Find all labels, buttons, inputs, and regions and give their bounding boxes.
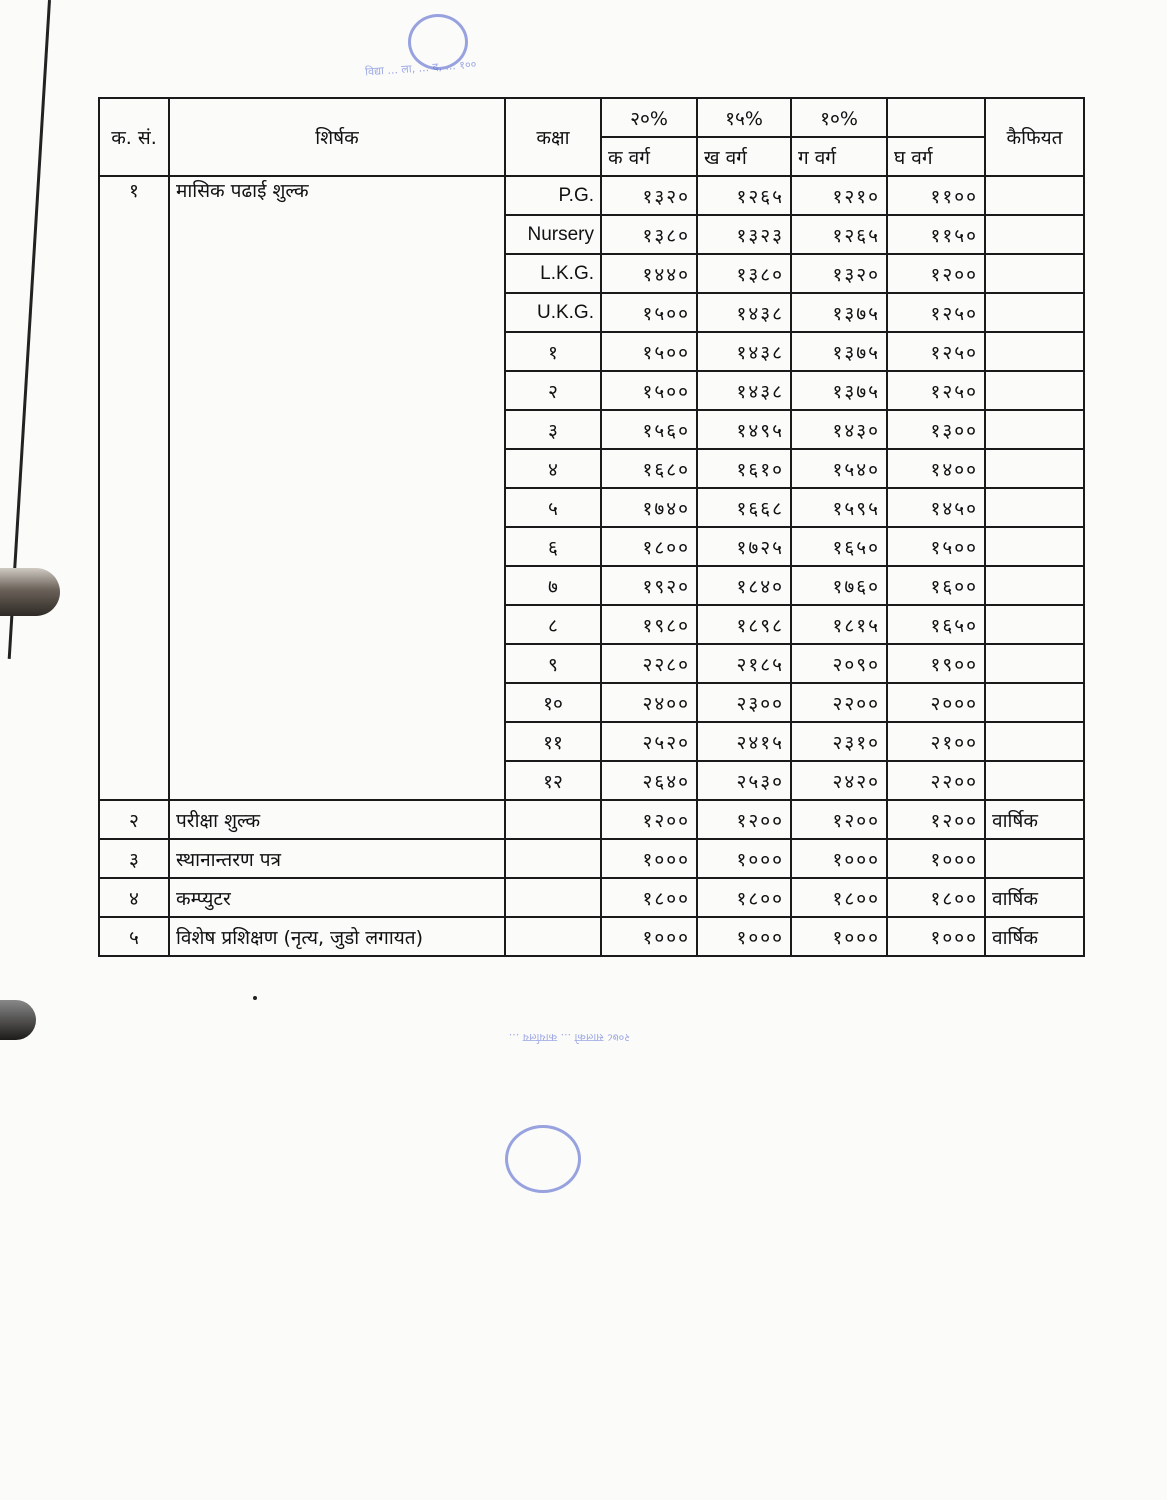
- fee-cell: १८१५: [791, 605, 887, 644]
- row-class: ९: [505, 644, 601, 683]
- row-sn: १: [99, 176, 169, 800]
- fee-cell: १२००: [601, 800, 697, 839]
- fee-cell: १६५०: [887, 605, 985, 644]
- fee-table: [98, 97, 1085, 957]
- fee-cell: १२००: [791, 800, 887, 839]
- fee-table-body: [99, 176, 1084, 956]
- fee-cell: १५९५: [791, 488, 887, 527]
- ink-dot: [253, 996, 257, 1000]
- header-group-ka: क वर्ग: [601, 137, 697, 176]
- fee-cell: १०००: [601, 917, 697, 956]
- fee-cell: २२००: [887, 761, 985, 800]
- row-title: स्थानान्तरण पत्र: [169, 839, 505, 878]
- header-pct-gha: [887, 98, 985, 137]
- row-class: १०: [505, 683, 601, 722]
- fee-cell: १४३८: [697, 293, 791, 332]
- row-title: विशेष प्रशिक्षण (नृत्य, जुडो लगायत): [169, 917, 505, 956]
- row-remarks: [985, 683, 1084, 722]
- fee-cell: १३८०: [601, 215, 697, 254]
- fee-cell: २१००: [887, 722, 985, 761]
- row-remarks: [985, 566, 1084, 605]
- fee-cell: १०००: [791, 839, 887, 878]
- row-class: ५: [505, 488, 601, 527]
- fee-cell: १२००: [887, 800, 985, 839]
- fee-cell: १५००: [601, 371, 697, 410]
- row-class: ३: [505, 410, 601, 449]
- fee-cell: १०००: [791, 917, 887, 956]
- fee-cell: १४३८: [697, 371, 791, 410]
- fee-cell: १०००: [697, 839, 791, 878]
- row-class: ६: [505, 527, 601, 566]
- fee-cell: १६६८: [697, 488, 791, 527]
- header-pct-kha: १५%: [697, 98, 791, 137]
- fee-cell: १४३८: [697, 332, 791, 371]
- header-group-gha: घ वर्ग: [887, 137, 985, 176]
- row-remarks: [985, 410, 1084, 449]
- fee-cell: १८००: [887, 878, 985, 917]
- fee-cell: १२००: [887, 254, 985, 293]
- seal-text-top: विद्या ... ला, ... द, ... १००: [364, 57, 477, 79]
- row-class: ४: [505, 449, 601, 488]
- fee-cell: १७४०: [601, 488, 697, 527]
- row-class: Nursery: [505, 215, 601, 254]
- row-title: मासिक पढाई शुल्क: [169, 176, 505, 800]
- row-remarks: [985, 371, 1084, 410]
- fee-cell: १९८०: [601, 605, 697, 644]
- fee-cell: २४००: [601, 683, 697, 722]
- header-class: कक्षा: [505, 98, 601, 176]
- row-remarks: [985, 215, 1084, 254]
- fee-cell: १४००: [887, 449, 985, 488]
- fee-cell: १५४०: [791, 449, 887, 488]
- row-remarks: [985, 449, 1084, 488]
- fee-cell: २४२०: [791, 761, 887, 800]
- fee-cell: १०००: [601, 839, 697, 878]
- fee-cell: १६००: [887, 566, 985, 605]
- row-class: L.K.G.: [505, 254, 601, 293]
- table-row: [99, 839, 1084, 878]
- row-sn: २: [99, 800, 169, 839]
- fee-cell: २२००: [791, 683, 887, 722]
- fee-cell: १३००: [887, 410, 985, 449]
- row-remarks: [985, 839, 1084, 878]
- fee-cell: १९२०: [601, 566, 697, 605]
- fee-cell: १८९८: [697, 605, 791, 644]
- row-remarks: वार्षिक: [985, 917, 1084, 956]
- fee-cell: २४१५: [697, 722, 791, 761]
- table-row: [99, 176, 1084, 215]
- fee-cell: १०००: [887, 917, 985, 956]
- fee-cell: ११५०: [887, 215, 985, 254]
- fee-cell: १५००: [887, 527, 985, 566]
- header-group-kha: ख वर्ग: [697, 137, 791, 176]
- fee-cell: १३७५: [791, 371, 887, 410]
- row-sn: ४: [99, 878, 169, 917]
- row-class: [505, 839, 601, 878]
- row-class: ७: [505, 566, 601, 605]
- fee-cell: १५००: [601, 332, 697, 371]
- fee-cell: १२६५: [791, 215, 887, 254]
- seal-text-bottom: २०७८ सालको ... कार्यालय ...: [508, 1031, 630, 1044]
- row-remarks: [985, 761, 1084, 800]
- fee-cell: २२८०: [601, 644, 697, 683]
- row-remarks: [985, 254, 1084, 293]
- row-remarks: वार्षिक: [985, 878, 1084, 917]
- fee-cell: २०००: [887, 683, 985, 722]
- row-class: १: [505, 332, 601, 371]
- row-sn: ३: [99, 839, 169, 878]
- binder-edge: [0, 0, 110, 1500]
- page-edge-line: [8, 0, 51, 659]
- fee-cell: १२६५: [697, 176, 791, 215]
- row-class: [505, 800, 601, 839]
- row-class: ८: [505, 605, 601, 644]
- fee-cell: १६१०: [697, 449, 791, 488]
- fee-cell: १७६०: [791, 566, 887, 605]
- fee-cell: १३२०: [791, 254, 887, 293]
- fee-cell: १८००: [697, 878, 791, 917]
- fee-cell: १३२०: [601, 176, 697, 215]
- row-class: P.G.: [505, 176, 601, 215]
- row-class: ११: [505, 722, 601, 761]
- fee-cell: १४४०: [601, 254, 697, 293]
- row-remarks: [985, 293, 1084, 332]
- fee-cell: २०९०: [791, 644, 887, 683]
- fee-cell: १४९५: [697, 410, 791, 449]
- header-title: शिर्षक: [169, 98, 505, 176]
- fee-cell: १२५०: [887, 293, 985, 332]
- table-row: [99, 878, 1084, 917]
- fee-cell: १०००: [697, 917, 791, 956]
- row-sn: ५: [99, 917, 169, 956]
- fee-cell: १४५०: [887, 488, 985, 527]
- row-class: [505, 878, 601, 917]
- fee-cell: १५००: [601, 293, 697, 332]
- fee-cell: १३२३: [697, 215, 791, 254]
- fee-cell: १८००: [601, 878, 697, 917]
- fee-cell: १८४०: [697, 566, 791, 605]
- table-row: [99, 917, 1084, 956]
- fee-cell: १७२५: [697, 527, 791, 566]
- row-title: परीक्षा शुल्क: [169, 800, 505, 839]
- row-remarks: [985, 527, 1084, 566]
- fee-cell: १०००: [887, 839, 985, 878]
- row-remarks: [985, 488, 1084, 527]
- row-class: २: [505, 371, 601, 410]
- row-remarks: [985, 722, 1084, 761]
- row-remarks: [985, 644, 1084, 683]
- fee-cell: १९००: [887, 644, 985, 683]
- binder-clip: [0, 1000, 36, 1040]
- fee-cell: १३७५: [791, 293, 887, 332]
- fee-cell: २३००: [697, 683, 791, 722]
- table-row: [99, 800, 1084, 839]
- fee-cell: १८००: [601, 527, 697, 566]
- binder-clip: [0, 568, 60, 616]
- row-remarks: [985, 332, 1084, 371]
- fee-cell: १२५०: [887, 332, 985, 371]
- fee-cell: १६५०: [791, 527, 887, 566]
- fee-cell: २५३०: [697, 761, 791, 800]
- row-remarks: [985, 605, 1084, 644]
- row-title: कम्प्युटर: [169, 878, 505, 917]
- fee-cell: २१८५: [697, 644, 791, 683]
- row-remarks: वार्षिक: [985, 800, 1084, 839]
- header-group-ga: ग वर्ग: [791, 137, 887, 176]
- fee-cell: १२१०: [791, 176, 887, 215]
- row-remarks: [985, 176, 1084, 215]
- fee-cell: १२००: [697, 800, 791, 839]
- fee-cell: १३७५: [791, 332, 887, 371]
- row-class: U.K.G.: [505, 293, 601, 332]
- fee-cell: २३१०: [791, 722, 887, 761]
- fee-cell: १२५०: [887, 371, 985, 410]
- fee-cell: १४३०: [791, 410, 887, 449]
- fee-cell: ११००: [887, 176, 985, 215]
- fee-cell: १५६०: [601, 410, 697, 449]
- row-class: १२: [505, 761, 601, 800]
- fee-cell: १६८०: [601, 449, 697, 488]
- row-class: [505, 917, 601, 956]
- header-remarks: कैफियत: [985, 98, 1084, 176]
- fee-cell: १३८०: [697, 254, 791, 293]
- fee-cell: २५२०: [601, 722, 697, 761]
- header-pct-ka: २०%: [601, 98, 697, 137]
- header-pct-ga: १०%: [791, 98, 887, 137]
- office-seal-bottom: [505, 1125, 581, 1193]
- header-sn: क. सं.: [99, 98, 169, 176]
- header-row: [99, 98, 1084, 137]
- fee-cell: १८००: [791, 878, 887, 917]
- fee-cell: २६४०: [601, 761, 697, 800]
